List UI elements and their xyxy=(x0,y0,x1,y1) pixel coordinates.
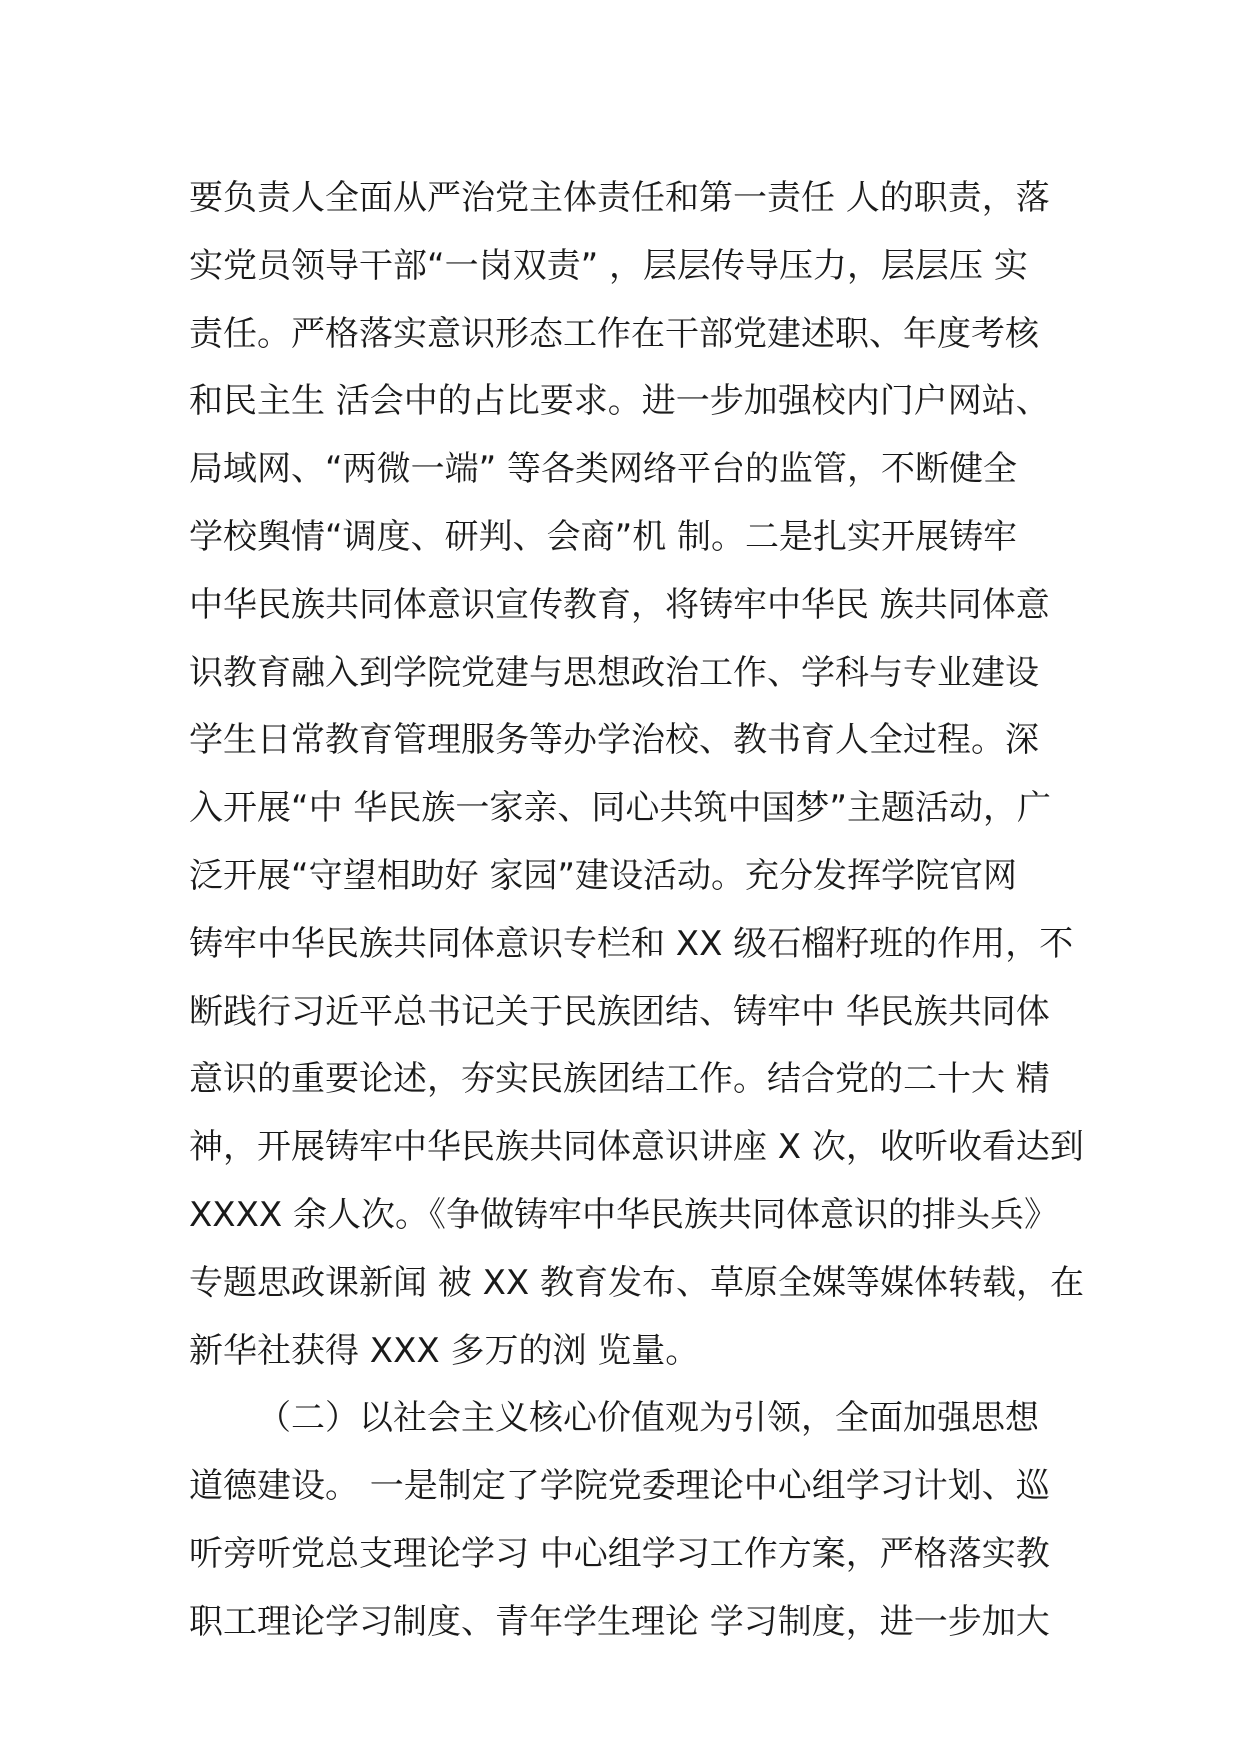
text-line: 和民主生 活会中的占比要求。进一步加强校内门户网站、 xyxy=(189,381,1050,422)
text-line: 学生日常教育管理服务等办学治校、教书育人全过程。深 xyxy=(189,720,1039,761)
text-line: 听旁听党总支理论学习 中心组学习工作方案，严格落实教 xyxy=(189,1533,1050,1574)
text-line: 识教育融入到学院党建与思想政治工作、学科与专业建设 xyxy=(189,652,1039,693)
text-line: 局域网、“两微一端” 等各类网络平台的监管，不断健全 xyxy=(189,449,1018,490)
text-line: 要负责人全面从严治党主体责任和第一责任 人的职责，落 xyxy=(189,178,1050,218)
text-line: 泛开展“守望相助好 家园”建设活动。充分发挥学院官网 xyxy=(189,855,1018,896)
text-line: 新华社获得 XXX 多万的浏 览量。 xyxy=(189,1330,700,1371)
text-line: 专题思政课新闻 被 XX 教育发布、草原全媒等媒体转载，在 xyxy=(189,1262,1085,1303)
document-body xyxy=(189,165,1085,1657)
section-heading-line: （二）以社会主义核心价值观为引领，全面加强思想 xyxy=(257,1398,1039,1439)
text-line: 中华民族共同体意识宣传教育，将铸牢中华民 族共同体意 xyxy=(189,584,1050,625)
text-line: 意识的重要论述，夯实民族团结工作。结合党的二十大 精 xyxy=(189,1059,1050,1100)
text-line: 责任。严格落实意识形态工作在干部党建述职、年度考核 xyxy=(189,313,1039,354)
text-line: 学校舆情“调度、研判、会商”机 制。二是扎实开展铸牢 xyxy=(189,516,1018,557)
text-line: 入开展“中 华民族一家亲、同心共筑中国梦”主题活动，广 xyxy=(189,788,1052,829)
text-line: 神，开展铸牢中华民族共同体意识讲座 X 次，收听收看达到 xyxy=(189,1127,1084,1168)
text-line: XXXX 余人次。《争做铸牢中华民族共同体意识的排头兵》 xyxy=(189,1194,1058,1235)
text-line: 道德建设。 一是制定了学院党委理论中心组学习计划、巡 xyxy=(189,1466,1050,1507)
text-line: 实党员领导干部“一岗双责” ，层层传导压力，层层压 实 xyxy=(189,245,1028,286)
text-line: 职工理论学习制度、青年学生理论 学习制度，进一步加大 xyxy=(189,1601,1050,1642)
text-line: 铸牢中华民族共同体意识专栏和 XX 级石榴籽班的作用，不 xyxy=(189,923,1074,964)
text-line: 断践行习近平总书记关于民族团结、铸牢中 华民族共同体 xyxy=(189,991,1050,1032)
